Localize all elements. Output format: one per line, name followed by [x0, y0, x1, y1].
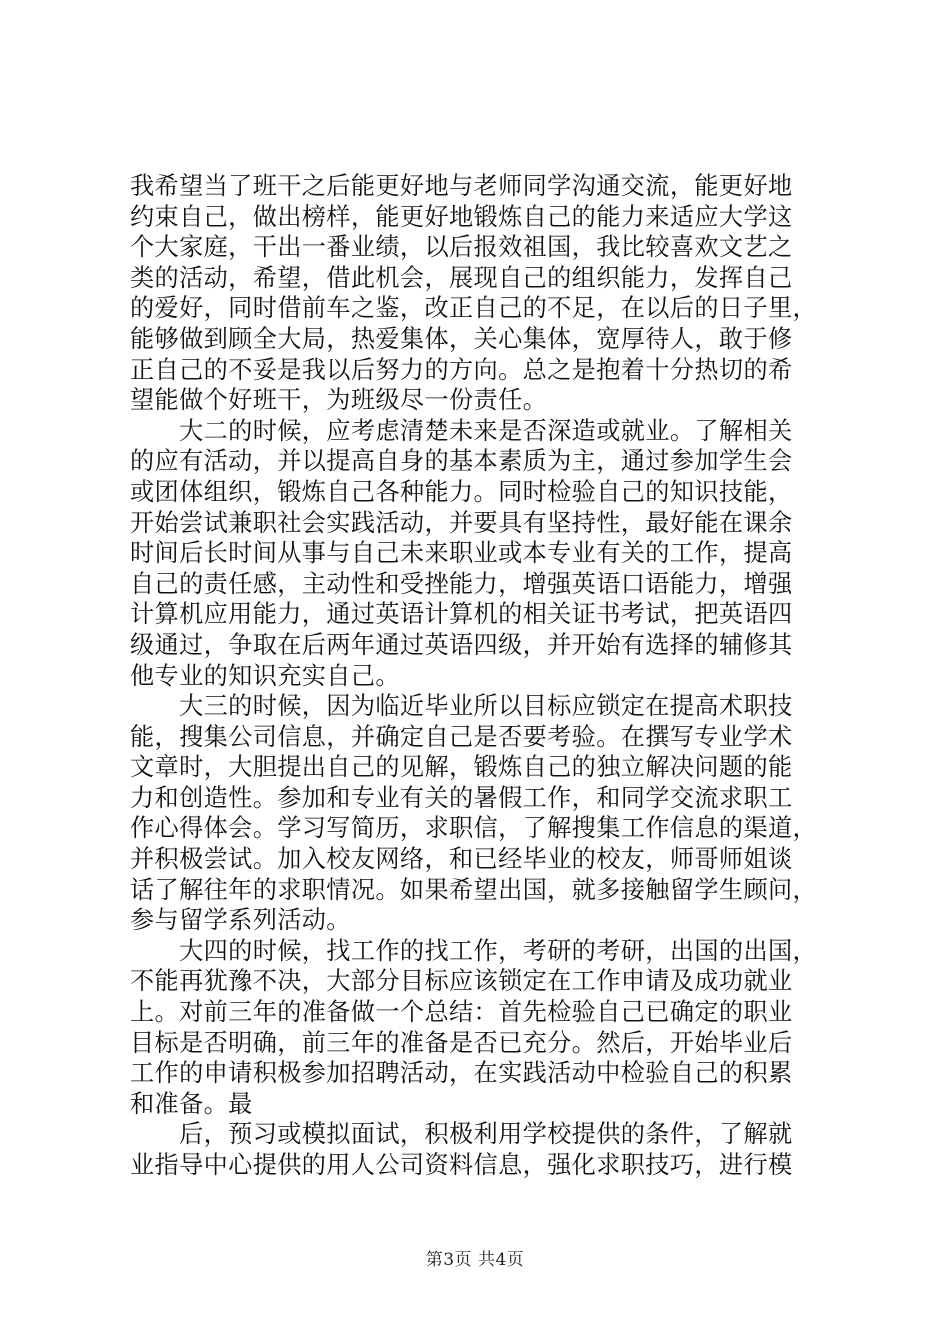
text-line: 或团体组织，锻炼自己各种能力。同时检验自己的知识技能， — [130, 477, 793, 506]
page-number-footer: 第3页 共4页 — [425, 1250, 525, 1270]
text-line: 能，搜集公司信息，并确定自己是否要考验。在撰写专业学术 — [130, 722, 793, 751]
document-body — [130, 171, 830, 1181]
text-line: 级通过，争取在后两年通过英语四级，并开始有选择的辅修其 — [130, 630, 793, 659]
paragraph — [130, 171, 830, 416]
text-line: 文章时，大胆提出自己的见解，锻炼自己的独立解决问题的能 — [130, 753, 793, 782]
text-line: 参与留学系列活动。 — [130, 906, 351, 935]
text-line: 自己的责任感，主动性和受挫能力，增强英语口语能力，增强 — [130, 569, 793, 598]
text-line: 正自己的不妥是我以后努力的方向。总之是抱着十分热切的希 — [130, 355, 793, 384]
text-line: 工作的申请积极参加招聘活动，在实践活动中检验自己的积累 — [130, 1059, 793, 1088]
text-line: 大四的时候，找工作的找工作，考研的考研，出国的出国， — [130, 936, 818, 965]
text-line: 他专业的知识充实自己。 — [130, 661, 400, 690]
text-line: 话了解往年的求职情况。如果希望出国，就多接触留学生顾问， — [130, 875, 818, 904]
text-line: 大二的时候，应考虑清楚未来是否深造或就业。了解相关 — [130, 416, 793, 445]
text-line: 力和创造性。参加和专业有关的暑假工作，和同学交流求职工 — [130, 783, 793, 812]
text-line: 的爱好，同时借前车之鉴，改正自己的不足，在以后的日子里， — [130, 294, 818, 323]
text-line: 时间后长时间从事与自己未来职业或本专业有关的工作，提高 — [130, 539, 793, 568]
text-line: 的应有活动，并以提高自身的基本素质为主，通过参加学生会 — [130, 447, 793, 476]
text-line: 能够做到顾全大局，热爱集体，关心集体，宽厚待人，敢于修 — [130, 324, 793, 353]
text-line: 类的活动，希望，借此机会，展现自己的组织能力，发挥自己 — [130, 263, 793, 292]
paragraph — [130, 416, 830, 691]
paragraph — [130, 936, 830, 1120]
text-line: 和准备。最 — [130, 1089, 253, 1118]
text-line: 约束自己，做出榜样，能更好地锻炼自己的能力来适应大学这 — [130, 202, 793, 231]
text-line: 业指导中心提供的用人公司资料信息，强化求职技巧，进行模 — [130, 1151, 793, 1179]
text-line: 我希望当了班干之后能更好地与老师同学沟通交流，能更好地 — [130, 172, 793, 200]
text-line: 个大家庭，干出一番业绩，以后报效祖国，我比较喜欢文艺之 — [130, 233, 793, 262]
text-line: 大三的时候，因为临近毕业所以目标应锁定在提高术职技 — [130, 692, 793, 721]
text-line: 开始尝试兼职社会实践活动，并要具有坚持性，最好能在课余 — [130, 508, 793, 537]
paragraph — [130, 691, 830, 936]
paragraph — [130, 1119, 830, 1180]
text-line: 计算机应用能力，通过英语计算机的相关证书考试，把英语四 — [130, 600, 793, 629]
text-line: 上。对前三年的准备做一个总结：首先检验自己已确定的职业 — [130, 998, 793, 1027]
text-line: 并积极尝试。加入校友网络，和已经毕业的校友，师哥师姐谈 — [130, 845, 793, 874]
text-line: 后，预习或模拟面试，积极利用学校提供的条件，了解就 — [130, 1120, 793, 1149]
text-line: 望能做个好班干，为班级尽一份责任。 — [130, 386, 548, 415]
text-line: 目标是否明确，前三年的准备是否已充分。然后，开始毕业后 — [130, 1028, 793, 1057]
text-line: 作心得体会。学习写简历，求职信，了解搜集工作信息的渠道， — [130, 814, 818, 843]
text-line: 不能再犹豫不决，大部分目标应该锁定在工作申请及成功就业 — [130, 967, 793, 996]
